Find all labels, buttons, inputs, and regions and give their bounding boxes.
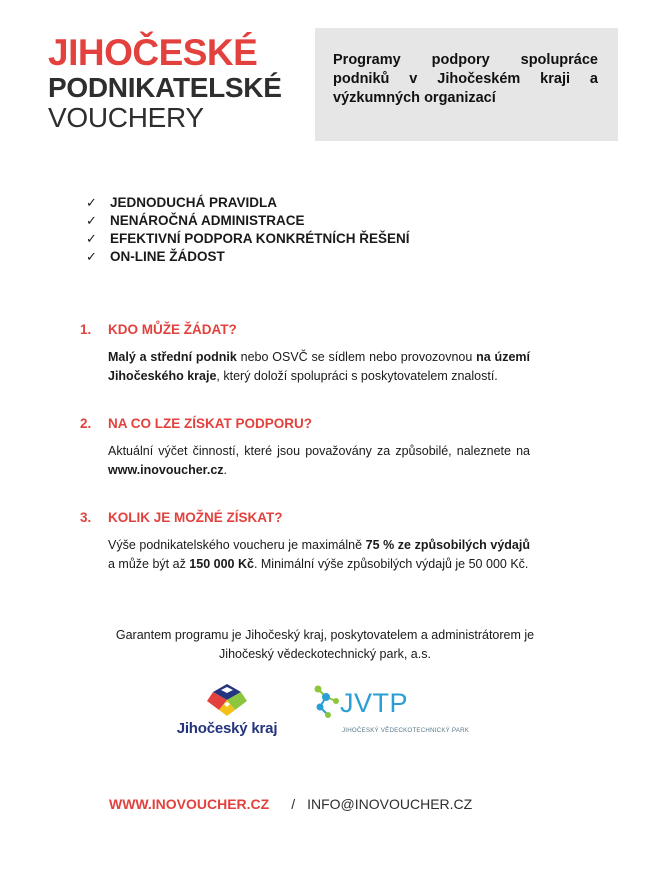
checkmark-icon: ✓: [86, 195, 97, 210]
body-text: nebo OSVČ se sídlem nebo provozovnou: [236, 350, 477, 364]
program-logo: [48, 34, 282, 132]
section-number: 3.: [80, 510, 92, 525]
section-number: 2.: [80, 416, 92, 431]
body-text: , který doloží spolupráci s poskytovatelem znalostí.: [216, 369, 498, 383]
checklist-item: [86, 230, 410, 248]
jk-logo-text: Jihočeský kraj: [176, 720, 278, 737]
section-heading: [80, 509, 530, 527]
body-text: .: [223, 463, 228, 477]
region-emblem-icon: [204, 683, 250, 717]
checklist-item-label: EFEKTIVNÍ PODPORA KONKRÉTNÍCH ŘEŠENÍ: [110, 231, 410, 246]
checklist-item: [86, 248, 410, 266]
body-text-bold: Malý a střední podnik: [108, 350, 237, 364]
checklist-item-label: JEDNODUCHÁ PRAVIDLA: [110, 195, 278, 210]
body-text: Výše podnikatelského voucheru je maximálně: [108, 538, 366, 552]
checklist-item-label: NENÁROČNÁ ADMINISTRACE: [110, 213, 305, 228]
benefits-checklist: [86, 194, 410, 266]
jvtp-subtitle: JIHOČESKÝ VĚDECKOTECHNICKÝ PARK: [342, 727, 470, 734]
molecule-icon: [312, 683, 342, 723]
body-text-bold: 150 000 Kč: [189, 557, 254, 571]
section-title: KDO MŮŽE ŽÁDAT?: [108, 322, 237, 337]
section-body: [108, 442, 530, 480]
program-description-box: [315, 28, 618, 141]
section-number: 1.: [80, 322, 92, 337]
section-heading: [80, 321, 530, 339]
body-text-bold: na území Jihočeského kraje: [108, 350, 530, 383]
jvtp-logo-text: JVTP: [340, 688, 409, 718]
checkmark-icon: ✓: [86, 231, 97, 246]
body-text-bold: 75 % ze způsobilých výdajů: [365, 538, 530, 552]
footer-contacts: [109, 796, 472, 812]
body-text: a může být až: [108, 557, 190, 571]
jvtp-logo: [312, 683, 502, 743]
logo-line-2: PODNIKATELSKÉ: [48, 72, 282, 103]
section-how-much: [80, 509, 530, 574]
body-text: Aktuální výčet činností, které jsou považovány za způsobilé, naleznete na: [108, 444, 530, 458]
logo-line-3: VOUCHERY: [48, 102, 204, 133]
checkmark-icon: ✓: [86, 213, 97, 228]
checklist-item-label: ON-LINE ŽÁDOST: [110, 249, 225, 264]
guarantee-line-2: Jihočeský vědeckotechnický park, a.s.: [219, 647, 431, 661]
footer-separator: /: [291, 796, 296, 812]
body-text: . Minimální výše způsobilých výdajů je 50 000 Kč.: [253, 557, 529, 571]
section-body: [108, 536, 530, 574]
jihocesky-kraj-logo: [162, 683, 292, 737]
checklist-item: [86, 194, 410, 212]
guarantee-line-1: Garantem programu je Jihočeský kraj, poskytovatelem a administrátorem je: [115, 628, 535, 642]
checkmark-icon: ✓: [86, 249, 97, 264]
section-what-is-supported: [80, 415, 530, 480]
website-link[interactable]: www.inovoucher.cz: [108, 463, 224, 477]
guarantee-statement: [95, 626, 555, 664]
section-heading: [80, 415, 530, 433]
section-title: KOLIK JE MOŽNÉ ZÍSKAT?: [108, 510, 283, 525]
section-title: NA CO LZE ZÍSKAT PODPORU?: [108, 416, 312, 431]
logo-line-1: JIHOČESKÉ: [48, 32, 258, 73]
program-description: Programy podpory spolupráce podniků v Jihočeském kraji a výzkumných organizací: [333, 52, 598, 106]
email-link[interactable]: INFO@INOVOUCHER.CZ: [307, 796, 473, 812]
website-link[interactable]: WWW.INOVOUCHER.CZ: [109, 796, 270, 812]
section-who-can-apply: [80, 321, 530, 386]
checklist-item: [86, 212, 410, 230]
section-body: [108, 348, 530, 386]
